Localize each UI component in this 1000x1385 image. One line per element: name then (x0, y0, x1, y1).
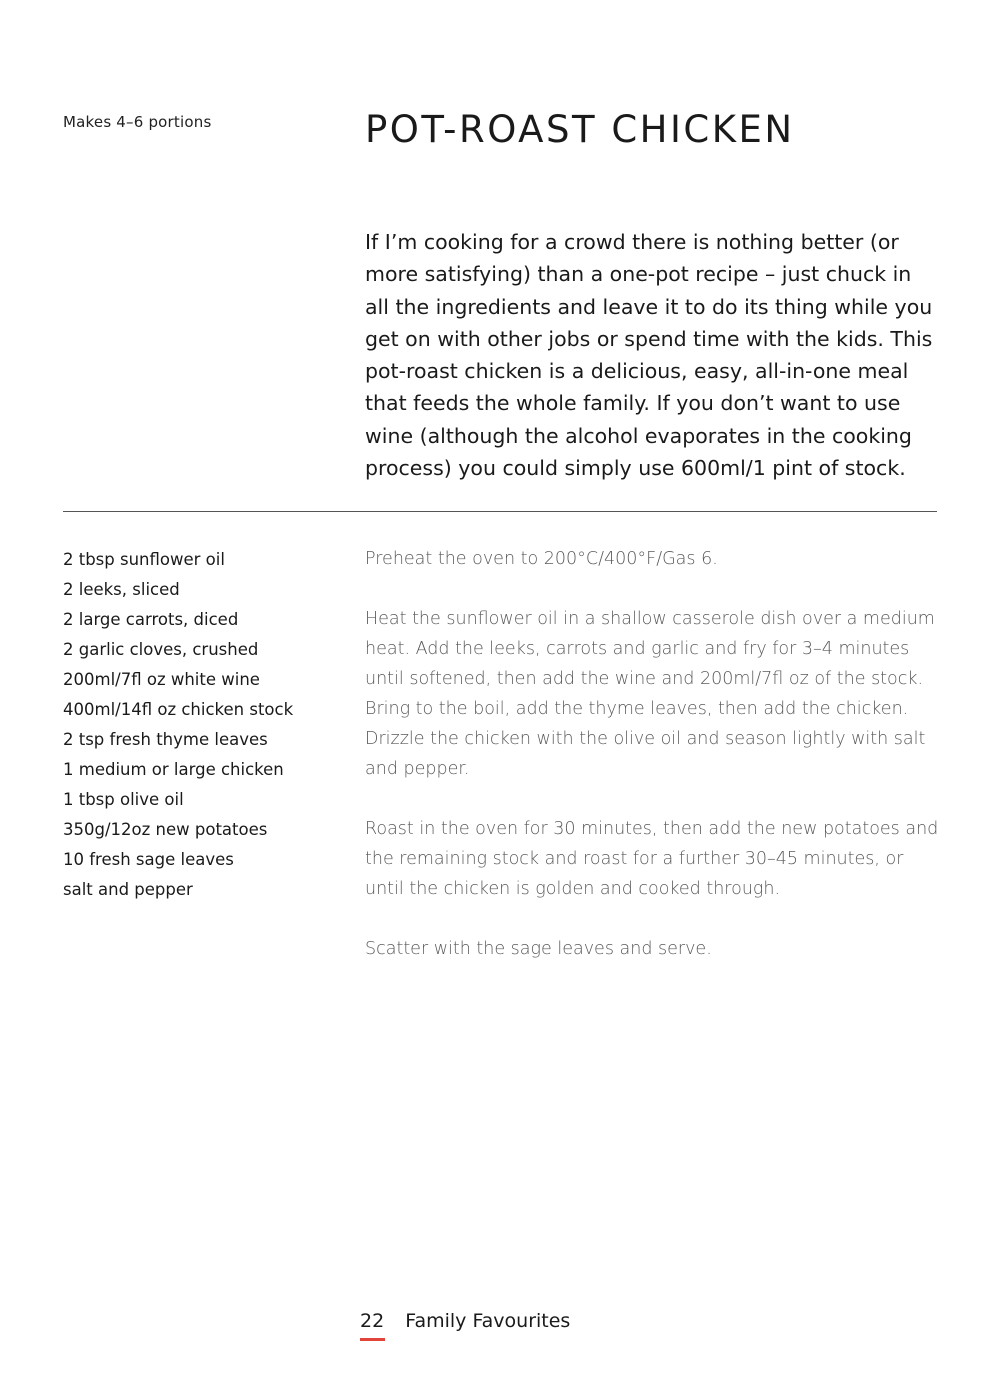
method-step: Roast in the oven for 30 minutes, then add the new potatoes and the remaining stock and roast for a further 30–45 minutes, or until the chicken is golden and cooked through. (365, 819, 939, 899)
ingredient-item: salt and pepper (63, 880, 193, 899)
ingredient-item: 10 fresh sage leaves (63, 850, 234, 869)
ingredient-item: 2 leeks, sliced (63, 580, 180, 599)
ingredient-item: 350g/12oz new potatoes (63, 820, 268, 839)
method-steps (365, 544, 940, 994)
method-step: Preheat the oven to 200°C/400°F/Gas 6. (365, 549, 718, 569)
page-footer (360, 1310, 570, 1332)
recipe-title: POT-ROAST CHICKEN (365, 108, 795, 151)
ingredient-item: 200ml/7fl oz white wine (63, 670, 260, 689)
section-divider (63, 511, 937, 512)
recipe-intro: If I’m cooking for a crowd there is nothing better (or more satisfying) than a one-pot recipe – just chuck in all the ingredients and leave it to do its thing while you get on with other jobs or spend time with the kids. This pot-roast chicken is a delicious, easy, all-in-one meal that feeds the whole family. If you don’t want to use wine (although the alcohol evaporates in the cooking process) you could simply use 600ml/1 pint of stock. (365, 230, 933, 481)
portions-label: Makes 4–6 portions (63, 113, 212, 131)
ingredient-item: 1 tbsp olive oil (63, 790, 184, 809)
page-number-underline (360, 1338, 385, 1341)
method-step: Scatter with the sage leaves and serve. (365, 939, 712, 959)
section-name: Family Favourites (405, 1310, 571, 1332)
ingredient-item: 2 large carrots, diced (63, 610, 239, 629)
ingredient-item: 400ml/14fl oz chicken stock (63, 700, 294, 719)
ingredient-item: 1 medium or large chicken (63, 760, 284, 779)
ingredient-item: 2 tbsp sunflower oil (63, 550, 225, 569)
method-step: Heat the sunflower oil in a shallow casserole dish over a medium heat. Add the leeks, carrots and garlic and fry for 3–4 minutes until softened, then add the wine and 200ml/7fl oz of the stock. Bring to the boil, add the thyme leaves, then add the chicken. Drizzle the chicken with the olive oil and season lightly with salt and pepper. (365, 609, 935, 779)
page-number-text: 22 (360, 1310, 385, 1332)
ingredients-list (63, 545, 293, 905)
ingredient-item: 2 garlic cloves, crushed (63, 640, 259, 659)
page-number (360, 1310, 384, 1332)
ingredient-item: 2 tsp fresh thyme leaves (63, 730, 268, 749)
